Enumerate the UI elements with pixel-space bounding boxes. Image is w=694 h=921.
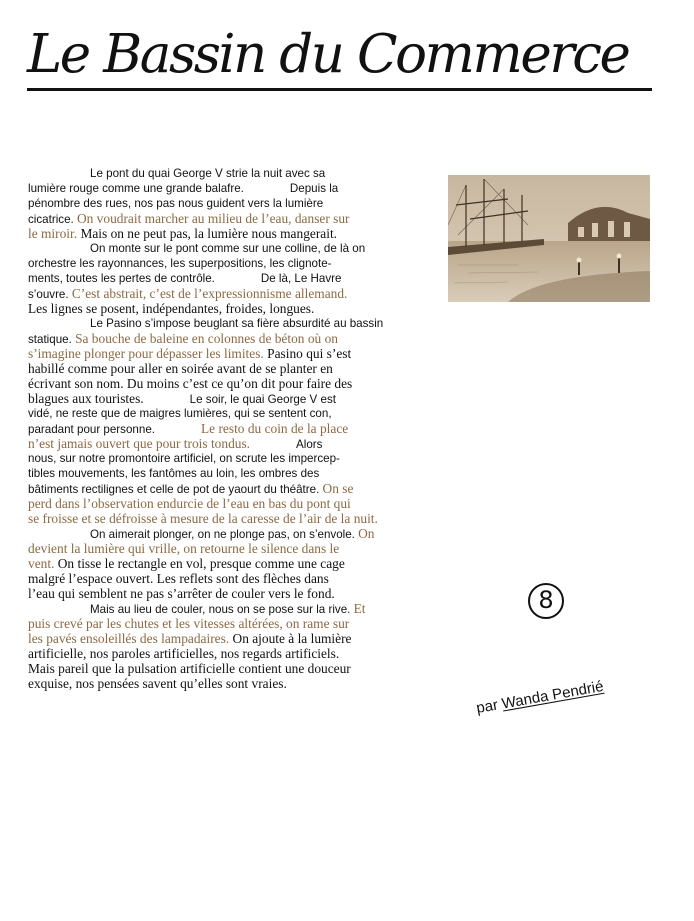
text-line <box>28 541 444 556</box>
text-line <box>28 601 444 616</box>
text-segment: Le soir, le quai George V est <box>189 393 336 406</box>
text-segment: artificielle, nos paroles artificielles, nos regards artificiels. <box>28 646 340 661</box>
text-segment: blagues aux touristes. <box>28 391 144 406</box>
text-line <box>28 256 444 271</box>
highlighted-text: On <box>358 526 375 541</box>
text-line <box>28 361 444 376</box>
highlighted-text: perd dans l’observation endurcie de l’eau en bas du pont qui <box>28 496 351 511</box>
text-line <box>28 526 444 541</box>
text-line <box>28 181 444 196</box>
text-line <box>28 676 444 691</box>
text-segment: habillé comme pour aller en soirée avant de se planter en <box>28 361 333 376</box>
article-title: Le Bassin du Commerce <box>27 22 652 91</box>
text-segment: De là, Le Havre <box>260 272 342 285</box>
text-line <box>28 241 444 256</box>
highlighted-text: puis crevé par les chutes et les vitesses altérées, on rame sur <box>28 616 350 631</box>
text-segment: vidé, ne reste que de maigres lumières, qui se sentent con, <box>28 407 332 420</box>
text-line <box>28 481 444 496</box>
page-number-badge: 8 <box>528 583 564 619</box>
text-segment: Mais pareil que la pulsation artificielle contient une douceur <box>28 661 351 676</box>
text-segment: Le Pasino s’impose beuglant sa fière absurdité au bassin <box>90 317 384 330</box>
text-segment: bâtiments rectilignes et celle de pot de yaourt du théâtre. <box>28 483 323 496</box>
highlighted-text: n’est jamais ouvert que pour trois tondus. <box>28 436 251 451</box>
highlighted-text: s’imagine plonger pour dépasser les limites. <box>28 346 264 361</box>
text-segment: ments, toutes les pertes de contrôle. <box>28 272 215 285</box>
text-line <box>28 496 444 511</box>
text-line <box>28 271 444 286</box>
text-line <box>28 451 444 466</box>
text-segment: paradant pour personne. <box>28 423 155 436</box>
text-line <box>28 211 444 226</box>
text-line <box>28 571 444 586</box>
text-line <box>28 661 444 676</box>
text-segment: On aimerait plonger, on ne plonge pas, on s’envole. <box>90 528 359 541</box>
text-segment: tibles mouvements, les fantômes au loin, les ombres des <box>28 467 320 480</box>
text-segment: Mais au lieu de couler, nous on se pose sur la rive. <box>90 603 354 616</box>
highlighted-text: C’est abstrait, c’est de l’expressionnisme allemand. <box>71 286 348 301</box>
highlighted-text: les pavés ensoleillés des lampadaires. <box>28 631 230 646</box>
text-line <box>28 301 444 316</box>
highlighted-text: devient la lumière qui vrille, on retourne le silence dans le <box>28 541 340 556</box>
highlighted-text: se froisse et se défroisse à mesure de la caresse de l’air de la nuit. <box>28 511 378 526</box>
text-line <box>28 316 444 331</box>
text-line <box>28 406 444 421</box>
text-segment: Les lignes se posent, indépendantes, froides, longues. <box>28 301 315 316</box>
text-segment: On ajoute à la lumière <box>229 631 352 646</box>
text-segment: statique. <box>28 333 76 346</box>
text-segment: Pasino qui s’est <box>263 346 352 361</box>
text-line <box>28 631 444 646</box>
text-segment: écrivant son nom. Du moins c’est ce qu’on dit pour faire des <box>28 376 353 391</box>
text-segment: exquise, nos pensées savent qu’elles sont vraies. <box>28 676 287 691</box>
text-line <box>28 511 444 526</box>
highlighted-text: On se <box>322 481 354 496</box>
text-line <box>28 466 444 481</box>
text-segment: s’ouvre. <box>28 288 72 301</box>
text-segment: Depuis la <box>289 182 339 195</box>
byline-prefix: par <box>475 696 500 717</box>
text-segment: Le pont du quai George V strie la nuit avec sa <box>90 167 326 180</box>
text-segment: malgré l’espace ouvert. Les reflets sont des flèches dans <box>28 571 329 586</box>
text-segment: orchestre les rayonnances, les superpositions, les clignote- <box>28 257 332 270</box>
text-line <box>28 166 444 181</box>
text-segment: nous, sur notre promontoire artificiel, on scrute les impercep- <box>28 452 340 465</box>
text-line <box>28 556 444 571</box>
text-line <box>28 196 444 211</box>
text-line <box>28 391 444 406</box>
text-line <box>28 421 444 436</box>
text-line <box>28 331 444 346</box>
harbour-illustration <box>448 175 650 302</box>
text-line <box>28 586 444 601</box>
text-line <box>28 226 444 241</box>
author-name: Wanda Pendrié <box>500 677 605 713</box>
text-segment: lumière rouge comme une grande balafre. <box>28 182 244 195</box>
text-segment: On monte sur le pont comme sur une colline, de là on <box>90 242 366 255</box>
text-line <box>28 376 444 391</box>
text-line <box>28 616 444 631</box>
text-line <box>28 436 444 451</box>
text-segment: l’eau qui semblent ne pas s’arrêter de couler vers le fond. <box>28 586 335 601</box>
highlighted-text: le miroir. <box>28 226 78 241</box>
text-line <box>28 646 444 661</box>
highlighted-text: On voudrait marcher au milieu de l’eau, danser sur <box>76 211 350 226</box>
article-body <box>28 166 444 691</box>
highlighted-text: vent. <box>28 556 55 571</box>
text-segment: pénombre des rues, nos pas nous guident vers la lumière <box>28 197 324 210</box>
text-segment: Mais on ne peut pas, la lumière nous mangerait. <box>77 226 338 241</box>
text-segment: cicatrice. <box>28 213 77 226</box>
highlighted-text: Et <box>353 601 366 616</box>
text-line <box>28 346 444 361</box>
text-segment: Alors <box>296 438 323 451</box>
text-segment: On tisse le rectangle en vol, presque comme une cage <box>54 556 345 571</box>
text-line <box>28 286 444 301</box>
byline <box>475 678 605 717</box>
highlighted-text: Sa bouche de baleine en colonnes de béton où on <box>75 331 338 346</box>
highlighted-text: Le resto du coin de la place <box>200 421 349 436</box>
